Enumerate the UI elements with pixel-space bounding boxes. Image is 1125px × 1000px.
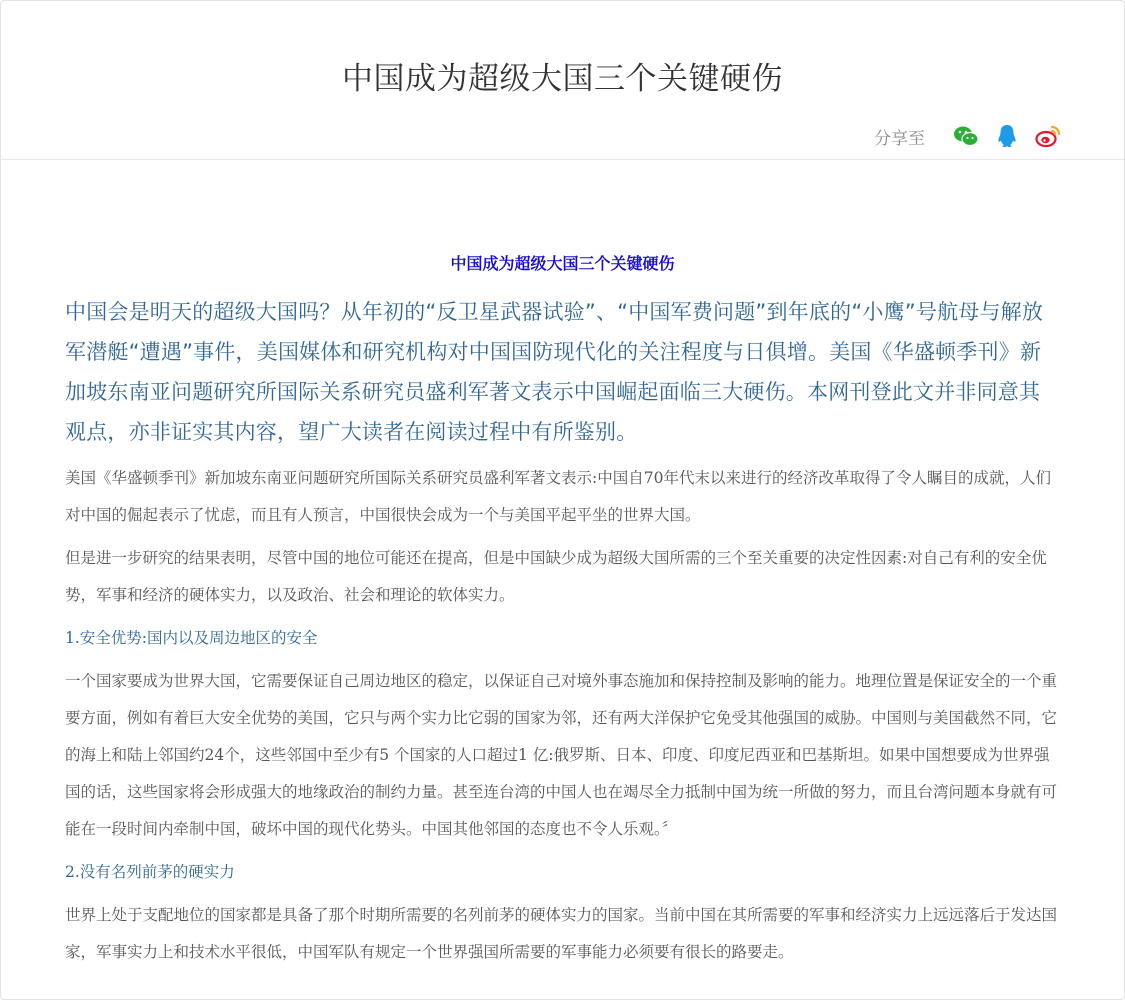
- section-heading-2: 2.没有名列前茅的硬实力: [65, 863, 235, 881]
- paragraph-1: 美国《华盛顿季刊》新加坡东南亚问题研究所国际关系研究员盛利军著文表示:中国自70年代末以来进行的经济改革取得了令人瞩目的成就，人们对中国的倔起表示了忧虑，而且有人预言，中国很快会成为一个与美国平起平坐的世界大国。: [65, 469, 1051, 524]
- article-heading: 中国成为超级大国三个关键硬伤: [450, 254, 675, 273]
- paragraph-3: 一个国家要成为世界大国，它需要保证自己周边地区的稳定，以保证自己对境外事态施加和保持控制及影响的能力。地理位置是保证安全的一个重要方面，例如有着巨大安全优势的美国，它只与两个实力比它弱的国家为邻，还有两大洋保护它免受其他强国的威胁。中国则与美国截然不同，它的海上和陆上邻国约24个，这些邻国中至少有5 个国家的人口超过1 亿:俄罗斯、日本、印度、印度尼西亚和巴基斯坦。如果中国想要成为世界强国的话，这些国家将会形成强大的地缘政治的制约力量。甚至连台湾的中国人也在竭尽全力抵制中国为统一所做的努力，而且台湾问题本身就有可能在一段时间内牵制中国，破坏中国的现代化势头。中国其他邻国的态度也不令人乐观。〞: [65, 672, 1058, 838]
- share-label: 分享至: [874, 128, 925, 149]
- paragraph-4: 世界上处于支配地位的国家都是具备了那个时期所需要的名列前茅的硬体实力的国家。当前中国在其所需要的军事和经济实力上远远落后于发达国家，军事实力上和技术水平很低，中国军队有规定一个世界强国所需要的军事能力必须要有很长的路要走。: [65, 906, 1058, 961]
- page-title: 中国成为超级大国三个关键硬伤: [342, 61, 783, 97]
- paragraph-2: 但是进一步研究的结果表明，尽管中国的地位可能还在提高，但是中国缺少成为超级大国所需的三个至关重要的决定性因素:对自己有利的安全优势，军事和经济的硬体实力，以及政治、社会和理论的软体实力。: [65, 549, 1047, 604]
- share-bar: [874, 121, 1062, 151]
- wechat-icon[interactable]: [952, 122, 980, 150]
- lead-paragraph: 中国会是明天的超级大国吗？从年初的“反卫星武器试验”、“中国军费问题”到年底的“小鹰”号航母与解放军潜艇“遭遇”事件，美国媒体和研究机构对中国国防现代化的关注程度与日俱增。美国《华盛顿季刊》新加坡东南亚问题研究所国际关系研究员盛利军著文表示中国崛起面临三大硬伤。本网刊登此文并非同意其观点，亦非证实其内容，望广大读者在阅读过程中有所鉴别。: [65, 300, 1044, 444]
- page-header: [1, 1, 1124, 160]
- weibo-icon[interactable]: [1034, 122, 1062, 150]
- article-body: [65, 251, 1060, 977]
- section-heading-1: 1.安全优势:国内以及周边地区的安全: [65, 629, 318, 647]
- qq-icon[interactable]: [993, 122, 1021, 150]
